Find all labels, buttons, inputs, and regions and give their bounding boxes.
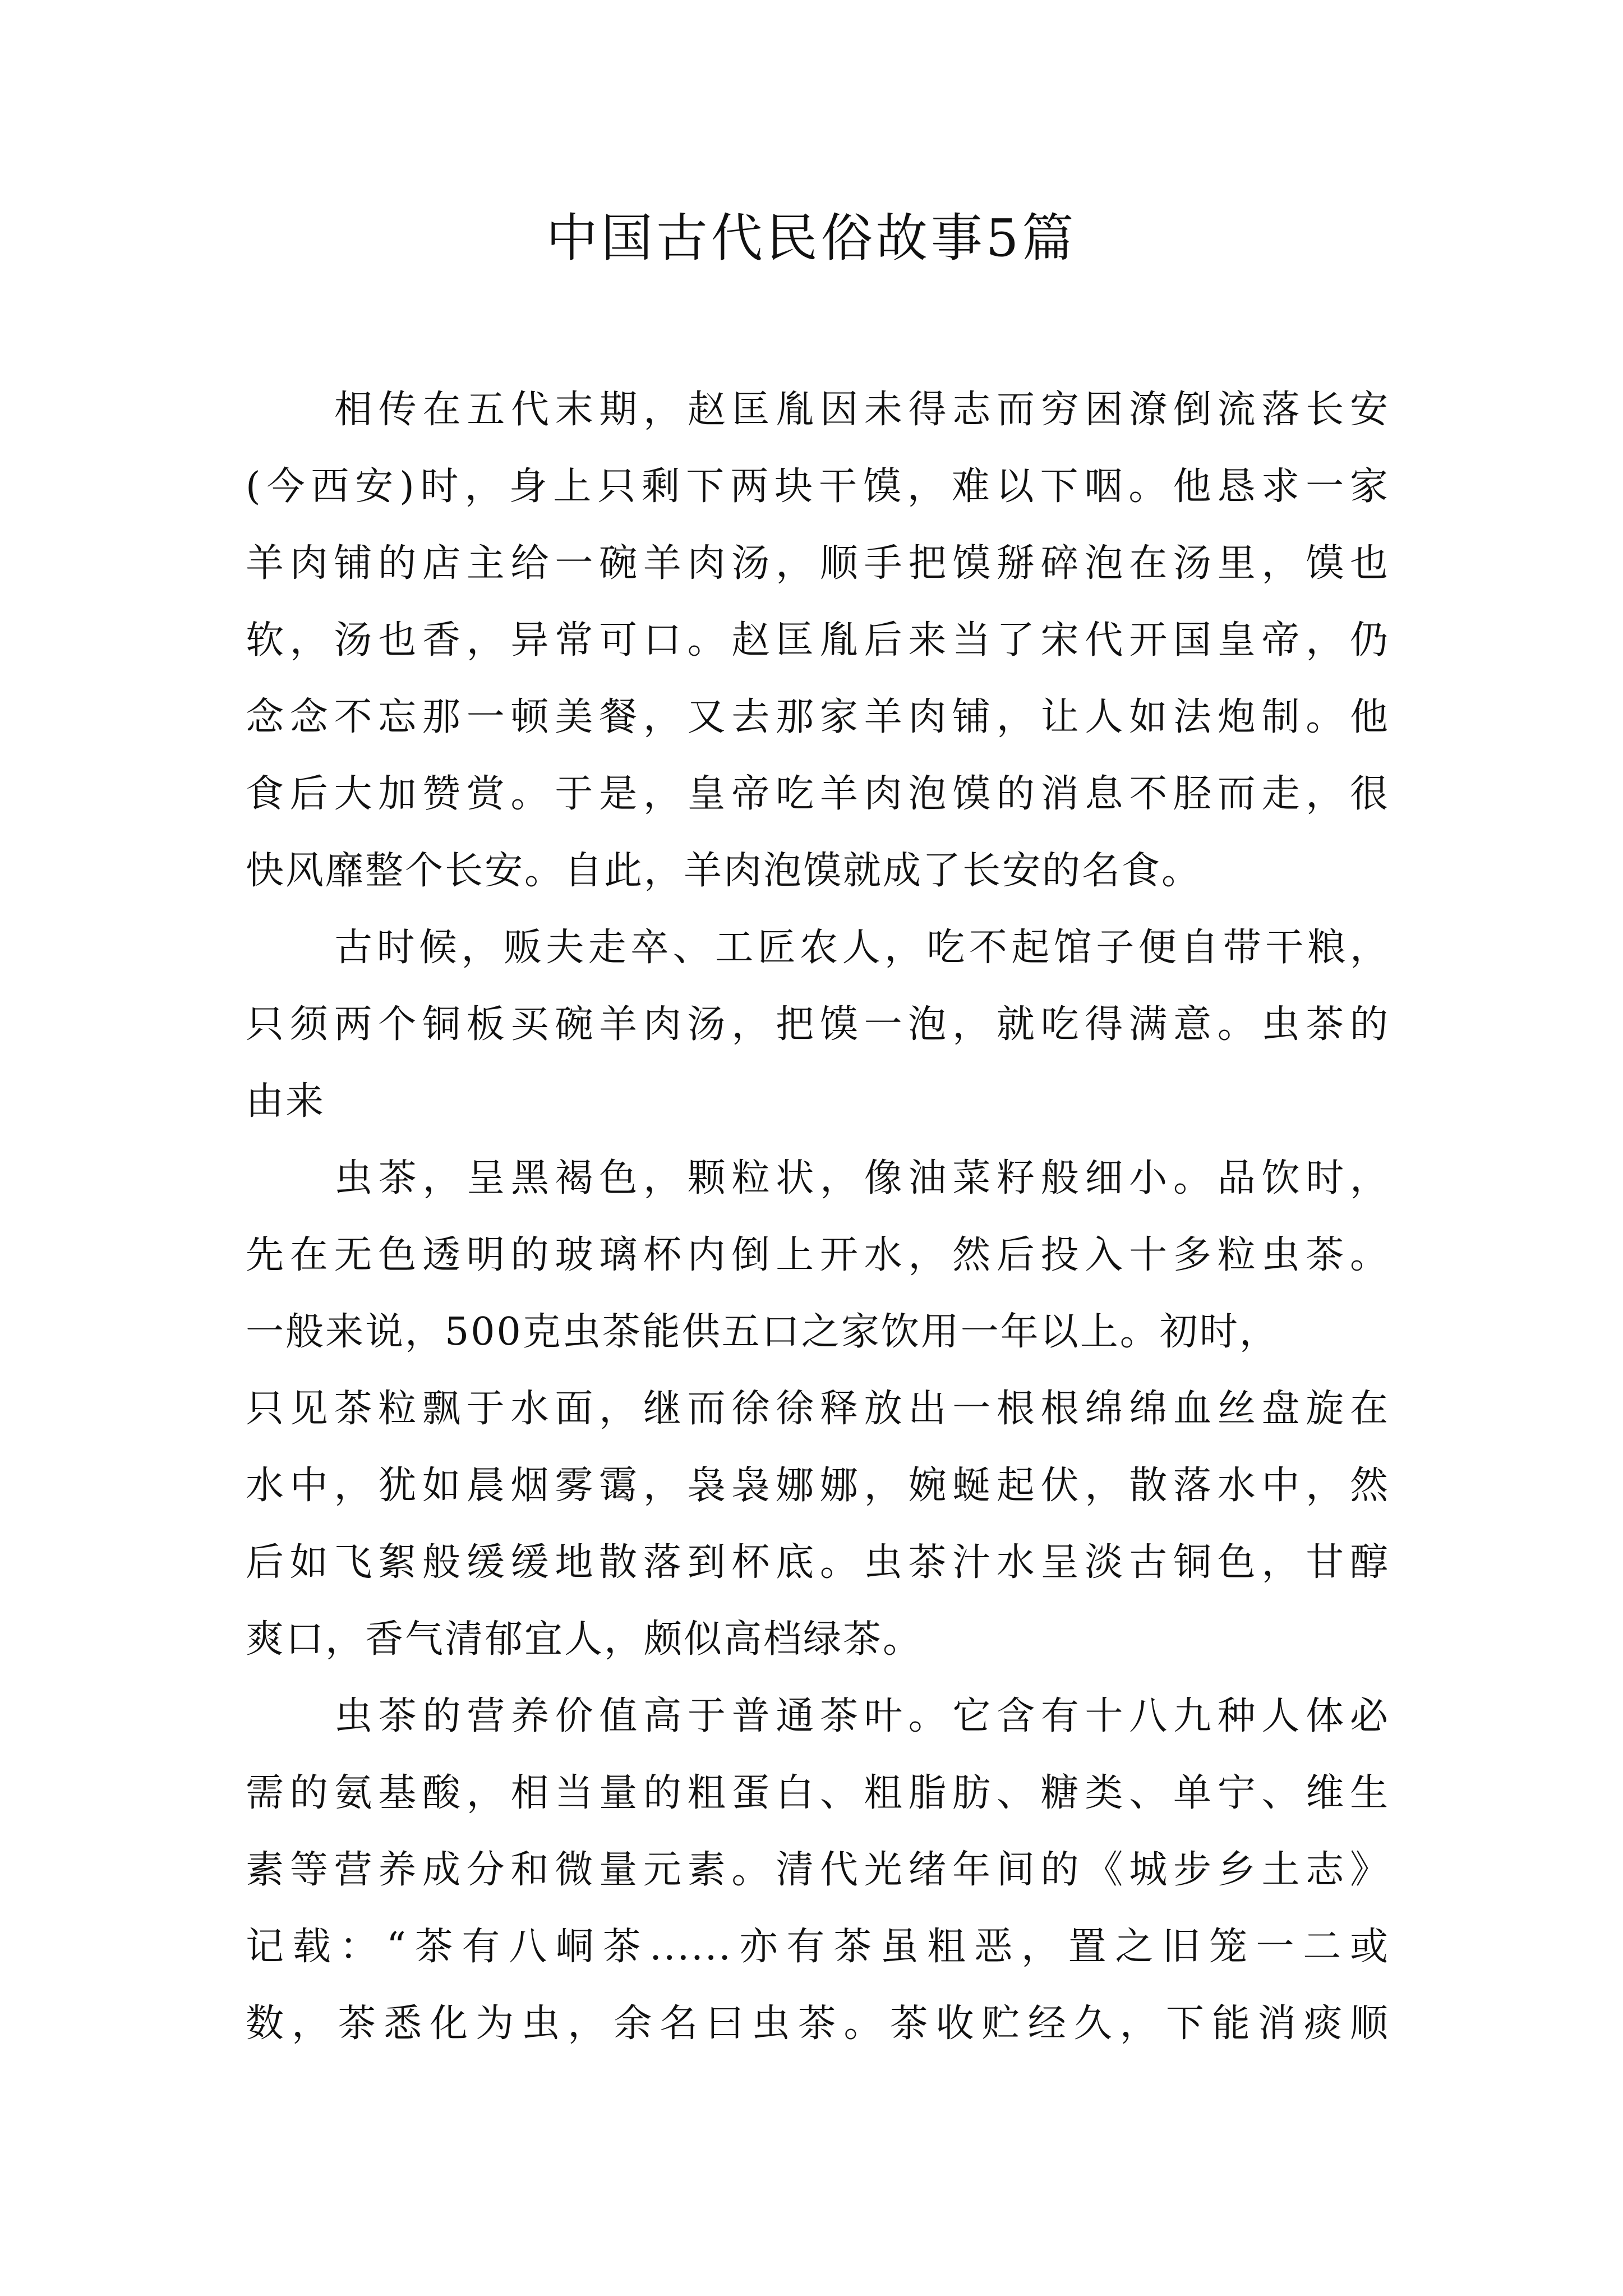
paragraph-line: 素等营养成分和微量元素。清代光绪年间的《城步乡土志》 [246, 1848, 1390, 1892]
document-title: 中国古代民俗故事5篇 [546, 208, 1077, 268]
paragraph-line: 只须两个铜板买碗羊肉汤，把馍一泡，就吃得满意。虫茶的 [246, 1002, 1390, 1047]
paragraph-line: 古时候，贩夫走卒、工匠农人，吃不起馆子便自带干粮， [334, 926, 1390, 970]
paragraph-line: 一般来说，500克虫茶能供五口之家饮用一年以上。初时， [246, 1310, 1279, 1354]
paragraph-line: 后如飞絮般缓缓地散落到杯底。虫茶汁水呈淡古铜色，甘醇 [246, 1540, 1390, 1585]
paragraph-line: (今西安)时，身上只剩下两块干馍，难以下咽。他恳求一家 [246, 464, 1390, 509]
paragraph-line: 相传在五代末期，赵匡胤因未得志而穷困潦倒流落长安 [334, 388, 1390, 432]
paragraph-line: 需的氨基酸，相当量的粗蛋白、粗脂肪、糖类、单宁、维生 [246, 1771, 1390, 1815]
paragraph-3 [246, 1140, 1390, 1678]
paragraph-line: 食后大加赞赏。于是，皇帝吃羊肉泡馍的消息不胫而走，很 [246, 772, 1390, 816]
paragraph-line: 念念不忘那一顿美餐，又去那家羊肉铺，让人如法炮制。他 [246, 695, 1390, 739]
paragraph-line: 水中，犹如晨烟雾霭，袅袅娜娜，婉蜒起伏，散落水中，然 [246, 1464, 1390, 1508]
document-body [246, 371, 1390, 2062]
paragraph-line: 记载：“茶有八峒茶......亦有茶虽粗恶，置之旧笼一二或 [246, 1925, 1390, 1969]
paragraph-1 [246, 371, 1390, 909]
paragraph-line: 数，茶悉化为虫，余名曰虫茶。茶收贮经久，下能消痰顺 [246, 2001, 1390, 2046]
paragraph-line: 虫茶，呈黑褐色，颗粒状，像油菜籽般细小。品饮时， [334, 1156, 1390, 1200]
paragraph-2 [246, 909, 1390, 1140]
paragraph-4 [246, 1678, 1390, 2062]
paragraph-line: 先在无色透明的玻璃杯内倒上开水，然后投入十多粒虫茶。 [246, 1233, 1390, 1277]
paragraph-line: 羊肉铺的店主给一碗羊肉汤，顺手把馍掰碎泡在汤里，馍也 [246, 541, 1390, 586]
paragraph-line: 爽口，香气清郁宜人，颇似高档绿茶。 [246, 1617, 923, 1662]
paragraph-line: 只见茶粒飘于水面，继而徐徐释放出一根根绵绵血丝盘旋在 [246, 1387, 1390, 1431]
paragraph-line: 由来 [246, 1079, 326, 1124]
paragraph-line: 快风靡整个长安。自此，羊肉泡馍就成了长安的名食。 [246, 849, 1202, 893]
paragraph-line: 软，汤也香，异常可口。赵匡胤后来当了宋代开国皇帝，仍 [246, 618, 1390, 662]
paragraph-line: 虫茶的营养价值高于普通茶叶。它含有十八九种人体必 [334, 1694, 1390, 1738]
